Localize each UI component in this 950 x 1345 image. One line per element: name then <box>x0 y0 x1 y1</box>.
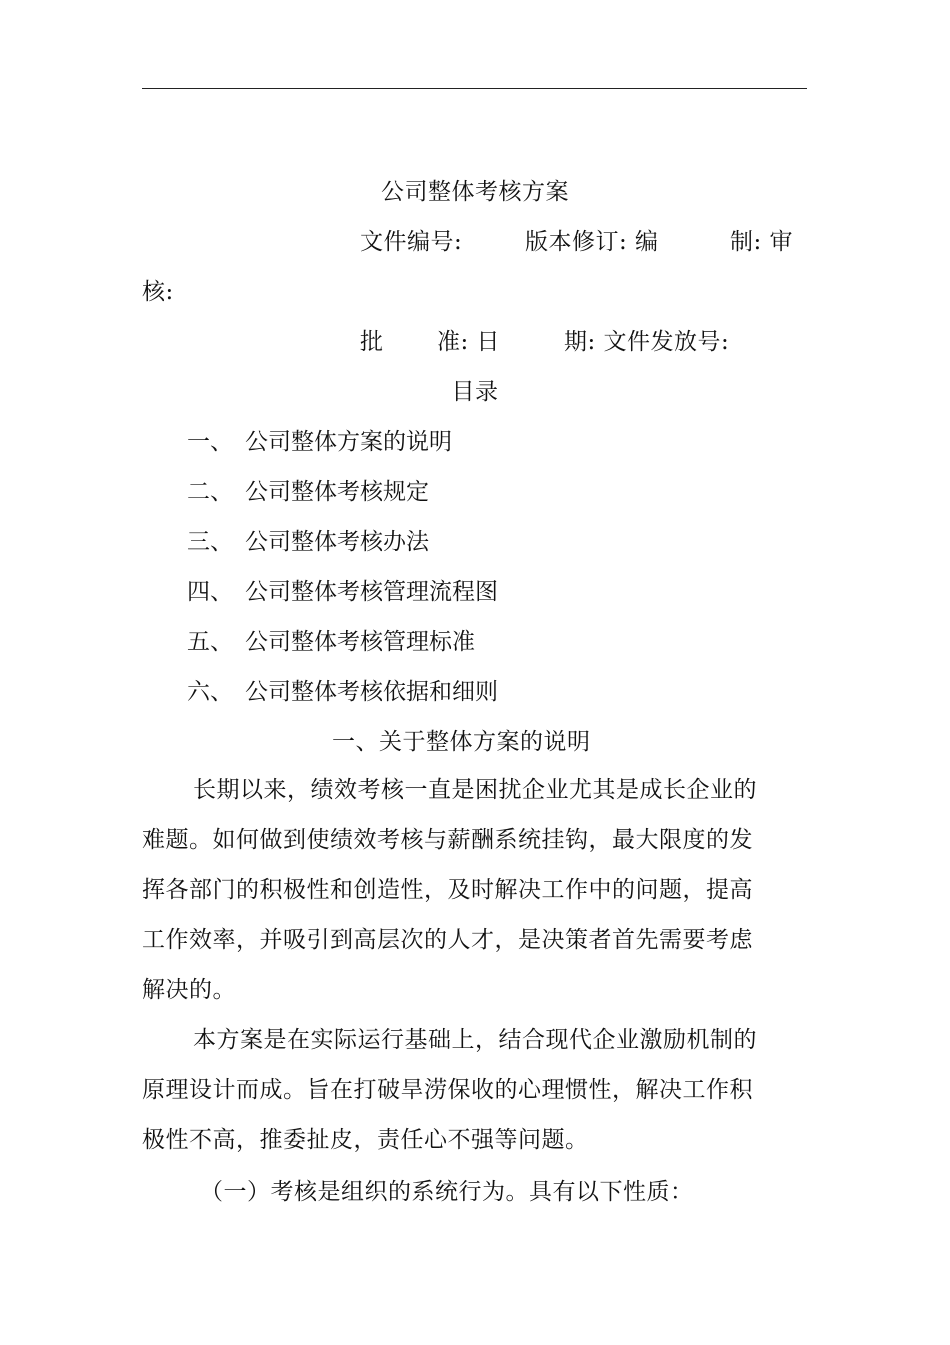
toc-item-text: 公司整体考核办法 <box>245 529 429 555</box>
meta-approve: 批 <box>360 329 384 355</box>
paragraph-line: 挥各部门的积极性和创造性，及时解决工作中的问题，提高 <box>142 877 753 903</box>
toc-item-text: 公司整体考核规定 <box>245 479 429 505</box>
paragraph-line: 长期以来，绩效考核一直是困扰企业尤其是成长企业的 <box>193 777 757 803</box>
paragraph-line: 极性不高，推委扯皮，责任心不强等问题。 <box>142 1127 589 1153</box>
meta-date-issue: 期: 文件发放号: <box>564 329 730 355</box>
header-rule <box>142 88 807 89</box>
paragraph-line: 本方案是在实际运行基础上，结合现代企业激励机制的 <box>193 1027 757 1053</box>
subheading: （一）考核是组织的系统行为。具有以下性质： <box>200 1179 694 1205</box>
toc-item-number: 二、 <box>187 479 233 505</box>
toc-item-text: 公司整体方案的说明 <box>245 429 452 455</box>
toc-item-number: 六、 <box>187 679 233 705</box>
meta-version: 版本修订: 编 <box>525 229 659 255</box>
toc-item-text: 公司整体考核依据和细则 <box>245 679 498 705</box>
paragraph-line: 解决的。 <box>142 977 236 1003</box>
toc-item-number: 三、 <box>187 529 233 555</box>
toc-title: 目录 <box>451 379 499 405</box>
meta-approve-date: 准: 日 <box>437 329 501 355</box>
toc-item-text: 公司整体考核管理标准 <box>245 629 475 655</box>
toc-item-text: 公司整体考核管理流程图 <box>245 579 498 605</box>
toc-item-number: 一、 <box>187 429 233 455</box>
paragraph-line: 工作效率，并吸引到高层次的人才，是决策者首先需要考虑 <box>142 927 753 953</box>
toc-item-number: 五、 <box>187 629 233 655</box>
section-heading: 一、关于整体方案的说明 <box>332 729 591 755</box>
meta-review: 核: <box>142 279 174 305</box>
meta-file-number: 文件编号: <box>360 229 463 255</box>
document-title: 公司整体考核方案 <box>381 179 569 205</box>
paragraph-line: 原理设计而成。旨在打破旱涝保收的心理惯性，解决工作积 <box>142 1077 753 1103</box>
paragraph-line: 难题。如何做到使绩效考核与薪酬系统挂钩，最大限度的发 <box>142 827 753 853</box>
toc-item-number: 四、 <box>187 579 233 605</box>
meta-author-reviewer: 制: 审 <box>730 229 794 255</box>
